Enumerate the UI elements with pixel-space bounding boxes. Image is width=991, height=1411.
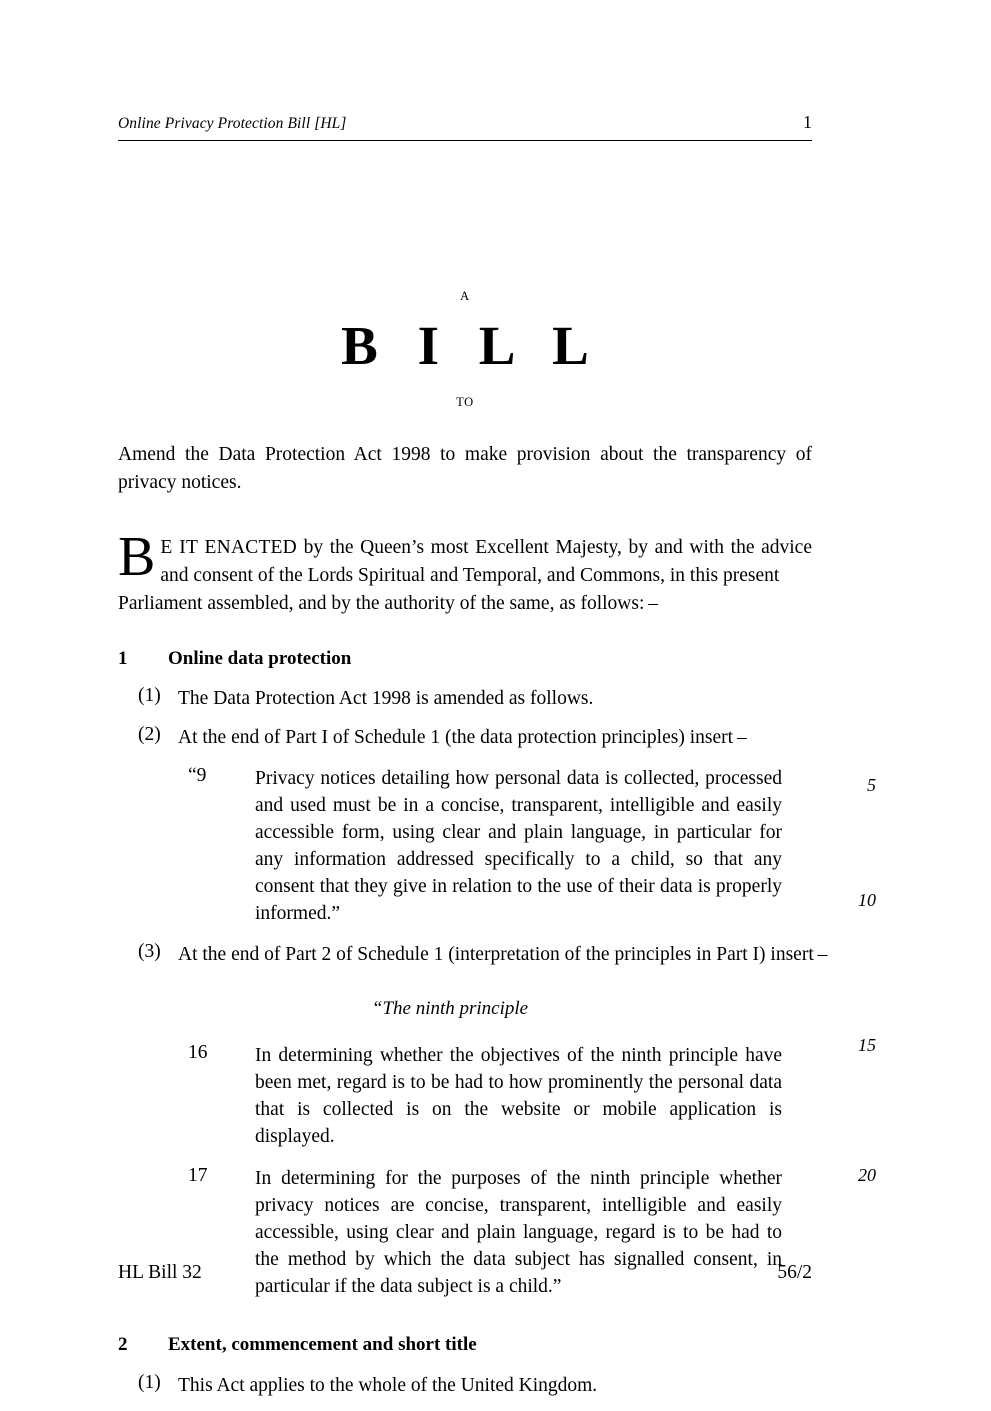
section-heading-2 (118, 1334, 878, 1358)
quoted-paragraph-text: In determining whether the objectives of the ninth principle have been met, regard is to be had to how prominently the personal data that is collected is on the website or mobile application is displayed. (255, 1045, 782, 1147)
subsection-text: The Data Protection Act 1998 is amended as follows. (178, 688, 594, 709)
enacting-formula (118, 526, 812, 618)
subsection-text: At the end of Part I of Schedule 1 (the data protection principles) insert – (178, 727, 747, 748)
long-title: Amend the Data Protection Act 1998 to make provision about the transparency of privacy notices. (118, 444, 812, 493)
enacting-dropcap: B (118, 526, 156, 588)
title-article: A (460, 289, 470, 303)
quoted-block-heading: “The ninth principle (371, 998, 529, 1019)
section-heading-1 (118, 648, 878, 672)
subsection-1-2 (118, 724, 878, 751)
section-label-2: Extent, commencement and short title (168, 1334, 477, 1355)
title-bill-word: B I L L (341, 314, 602, 376)
header-bill-title: Online Privacy Protection Bill [HL] (118, 115, 347, 132)
subsection-text: This Act applies to the whole of the United Kingdom. (178, 1375, 598, 1396)
footer-bill-reference: HL Bill 32 (118, 1262, 202, 1283)
bill-title-block (118, 290, 812, 409)
subsection-number: (1) (138, 1372, 161, 1393)
subsection-1-3 (118, 941, 878, 968)
quoted-paragraph-9 (118, 765, 878, 927)
section-number-2: 2 (118, 1334, 128, 1355)
footer-print-code: 56/2 (777, 1262, 812, 1283)
subsection-2-1 (118, 1372, 878, 1399)
quoted-paragraph-text: Privacy notices detailing how personal data is collected, processed and used must be in a concise, transparent, intelligible and easily accessible form, using clear and plain language, in particular for any information addressed specifically to a child, so that any consent that they give in relation to the use of their data is properly informed.” (255, 768, 782, 924)
section-label-1: Online data protection (168, 648, 352, 669)
margin-line-number-5: 5 (867, 775, 876, 795)
header-page-number: 1 (803, 112, 812, 132)
bill-body (118, 648, 878, 1411)
section-number-1: 1 (118, 648, 128, 669)
margin-line-number-20: 20 (858, 1165, 876, 1185)
margin-line-number-10: 10 (858, 890, 876, 910)
quoted-paragraph-16 (118, 1042, 878, 1150)
enacting-tail: Parliament assembled, and by the authority of the same, as follows: – (118, 593, 659, 614)
quoted-paragraph-number: 17 (188, 1165, 208, 1186)
subsection-number: (3) (138, 941, 161, 962)
page-footer (118, 1262, 812, 1284)
subsection-number: (1) (138, 685, 161, 706)
enacting-smallcaps: E IT ENACTED (160, 537, 297, 558)
running-header (118, 112, 812, 141)
enacting-rest: by the Queen’s most Excellent Majesty, by and with the advice and consent of the Lords Spiritual and Temporal, and Commons, in this present (160, 537, 812, 586)
margin-line-number-15: 15 (858, 1035, 876, 1055)
title-to-word: TO (456, 395, 474, 410)
subsection-1-1 (118, 685, 878, 712)
quoted-paragraph-text: In determining for the purposes of the ninth principle whether privacy notices are concise, transparent, intelligible and easily accessible, using clear and plain language, regard is to be had to the method by which the data subject has signalled consent, in particular if the data subject is a child.” (255, 1168, 782, 1297)
subsection-text: At the end of Part 2 of Schedule 1 (interpretation of the principles in Part I) insert – (178, 944, 828, 965)
quoted-paragraph-number: “9 (188, 765, 207, 786)
quoted-paragraph-number: 16 (188, 1042, 208, 1063)
subsection-number: (2) (138, 724, 161, 745)
